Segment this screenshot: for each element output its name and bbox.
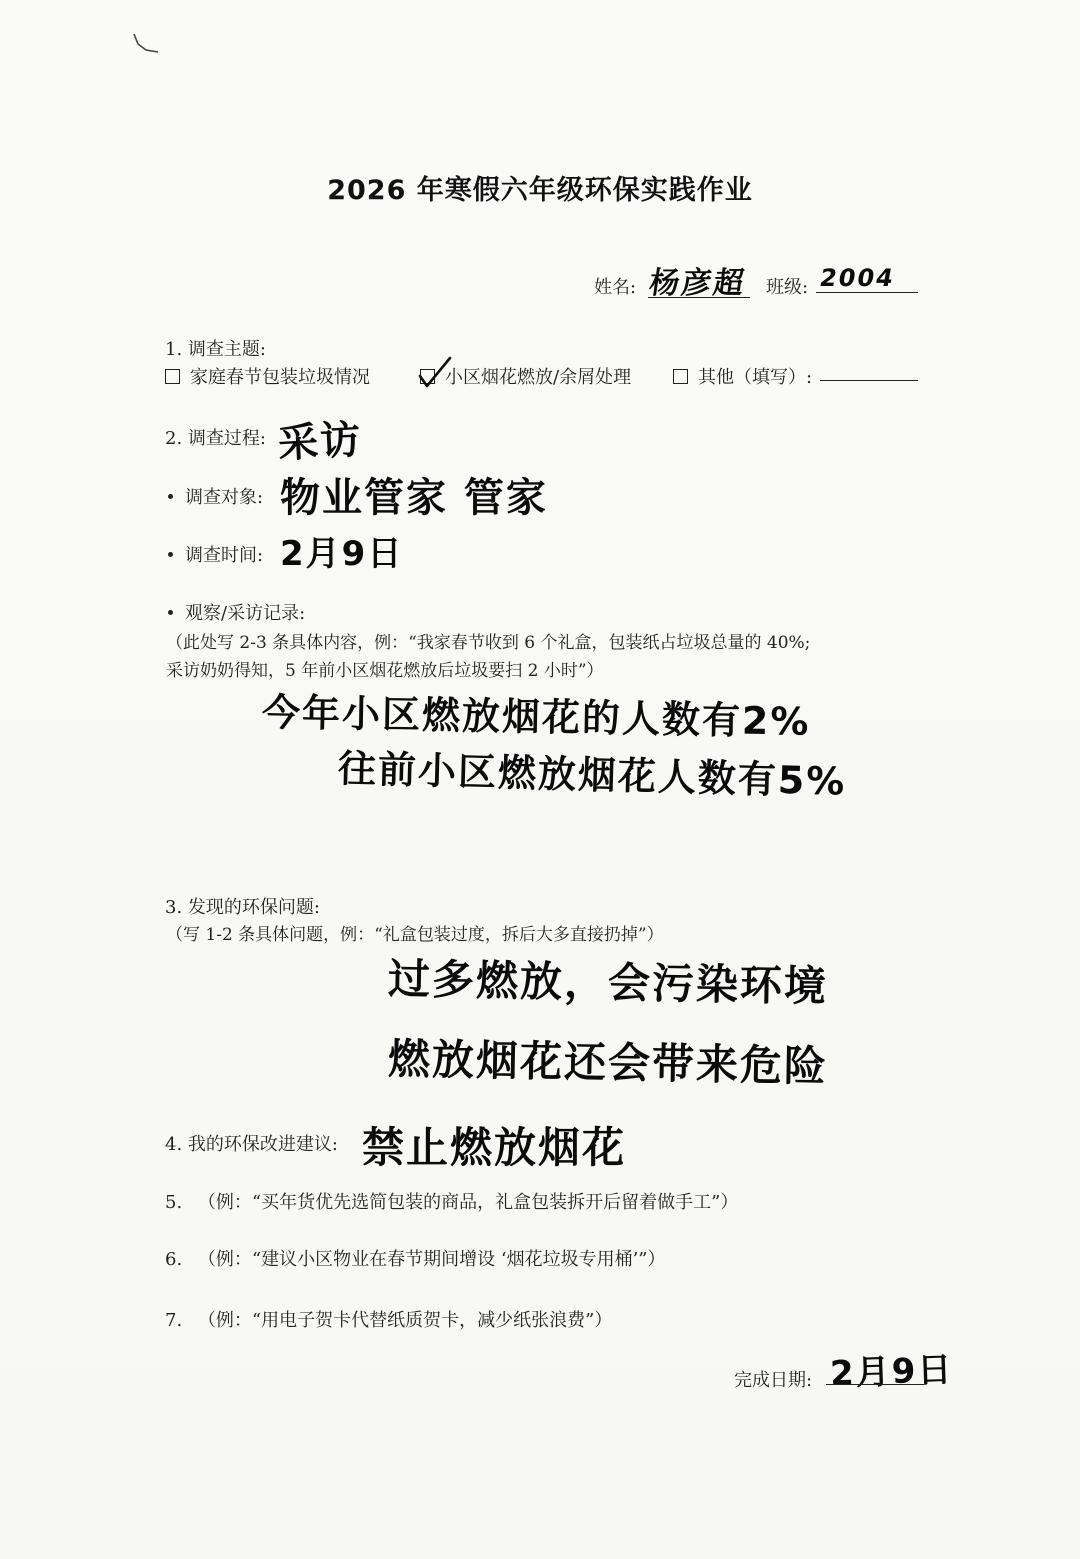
class-underline bbox=[816, 292, 918, 293]
example-number: 5. bbox=[165, 1192, 183, 1213]
time-label: 调查时间: bbox=[185, 545, 264, 566]
example-text: （例：“建议小区物业在春节期间增设 ‘烟花垃圾专用桶’”） bbox=[197, 1249, 666, 1270]
object-value: 物业管家 管家 bbox=[280, 475, 548, 521]
time-value: 2月9日 bbox=[280, 534, 404, 574]
example-item-7 bbox=[165, 1306, 612, 1332]
example-item-6 bbox=[165, 1245, 666, 1271]
section4-heading: 4. 我的环保改进建议: bbox=[165, 1134, 338, 1155]
page-title: 2026 年寒假六年级环保实践作业 bbox=[327, 175, 753, 206]
name-underline bbox=[648, 297, 750, 298]
record-line-2: 往前小区燃放烟花人数有5% bbox=[337, 746, 847, 804]
bullet-icon bbox=[168, 610, 173, 615]
checkbox-other[interactable] bbox=[673, 369, 688, 384]
bullet-icon bbox=[168, 494, 173, 499]
object-label: 调查对象: bbox=[185, 487, 264, 508]
other-fill-line bbox=[820, 380, 918, 381]
section3-hint: （写 1-2 条具体问题，例：“礼盒包装过度，拆后大多直接扔掉”） bbox=[166, 925, 664, 945]
section2-heading: 2. 调查过程: bbox=[165, 428, 266, 449]
option-family-packaging bbox=[165, 363, 370, 389]
example-number: 7. bbox=[165, 1310, 183, 1331]
name-value: 杨彦超 bbox=[647, 266, 748, 301]
time-row bbox=[168, 541, 263, 567]
process-value: 采访 bbox=[277, 416, 364, 468]
example-text: （例：“买年货优先选简包装的商品，礼盒包装拆开后留着做手工”） bbox=[197, 1192, 739, 1213]
record-label: 观察/采访记录: bbox=[185, 603, 306, 624]
checkmark-icon bbox=[414, 356, 454, 390]
example-number: 6. bbox=[165, 1249, 183, 1270]
class-value: 2004 bbox=[817, 264, 898, 292]
paper-speck-mark bbox=[128, 30, 168, 58]
example-item-5 bbox=[165, 1188, 738, 1214]
record-hint-line-1: （此处写 2-3 条具体内容，例：“我家春节收到 6 个礼盒，包装纸占垃圾总量的 40%; bbox=[166, 633, 811, 653]
section1-heading: 1. 调查主题: bbox=[165, 339, 266, 360]
record-line-1: 今年小区燃放烟花的人数有2% bbox=[261, 690, 811, 744]
option-other-label: 其他（填写）: bbox=[698, 367, 813, 388]
record-row bbox=[168, 599, 305, 625]
problem-line-1: 过多燃放，会污染环境 bbox=[387, 954, 829, 1011]
option-other bbox=[673, 363, 812, 389]
name-label: 姓名: bbox=[594, 277, 637, 298]
completion-label: 完成日期: bbox=[734, 1370, 813, 1391]
example-text: （例：“用电子贺卡代替纸质贺卡，减少纸张浪费”） bbox=[197, 1310, 613, 1331]
completion-underline bbox=[826, 1384, 924, 1385]
problem-line-2: 燃放烟花还会带来危险 bbox=[387, 1034, 829, 1091]
suggestion-value: 禁止燃放烟花 bbox=[362, 1123, 627, 1172]
option-family-packaging-label: 家庭春节包装垃圾情况 bbox=[190, 367, 370, 388]
class-label: 班级: bbox=[766, 277, 809, 298]
section3-heading: 3. 发现的环保问题: bbox=[165, 897, 320, 918]
checkbox-family-packaging[interactable] bbox=[165, 369, 180, 384]
completion-date: 2月9日 bbox=[829, 1349, 955, 1395]
record-hint-line-2: 采访奶奶得知，5 年前小区烟花燃放后垃圾要扫 2 小时”） bbox=[166, 661, 604, 681]
bullet-icon bbox=[168, 552, 173, 557]
option-fireworks-label: 小区烟花燃放/余屑处理 bbox=[445, 367, 632, 388]
object-row bbox=[168, 483, 263, 509]
